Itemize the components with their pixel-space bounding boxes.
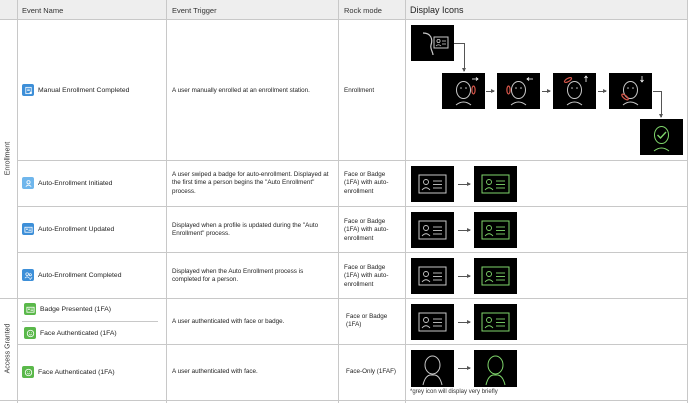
thumb-face-green bbox=[474, 350, 517, 387]
rock-mode: Face or Badge (1FA) bbox=[346, 313, 388, 329]
rock-mode: Face or Badge (1FA) with auto-enrollment bbox=[344, 171, 389, 195]
event-name: Auto-Enrollment Updated bbox=[38, 225, 115, 233]
arrow-down bbox=[464, 43, 465, 71]
badge-icon bbox=[24, 303, 36, 315]
arrow-right bbox=[458, 276, 470, 277]
smiley-icon bbox=[22, 366, 34, 378]
event-trigger: A user authenticated with face. bbox=[172, 368, 258, 375]
rock-mode: Enrollment bbox=[344, 87, 375, 94]
arrow-right bbox=[458, 230, 470, 231]
event-trigger: Displayed when the Auto Enrollment process is completed for a person. bbox=[172, 268, 304, 284]
event-name: Face Authenticated (1FA) bbox=[40, 329, 117, 337]
arrow-right bbox=[458, 368, 470, 369]
people-icon bbox=[22, 269, 34, 281]
header-display-icons: Display Icons bbox=[410, 5, 464, 15]
grid-line bbox=[0, 19, 688, 20]
event-badge-presented bbox=[24, 303, 111, 315]
thumb-badge-grey bbox=[411, 166, 454, 202]
event-trigger: A user manually enrolled at an enrollment station. bbox=[172, 87, 310, 94]
grid-line bbox=[17, 160, 688, 161]
arrow-down bbox=[661, 91, 662, 117]
group-label-access-granted: Access Granted bbox=[4, 323, 12, 374]
arrow-right bbox=[458, 322, 470, 323]
event-trigger: A user swiped a badge for auto-enrollment. Displayed at the first time a person begins the "Auto Enrollment" process. bbox=[172, 171, 329, 195]
header-event-trigger: Event Trigger bbox=[172, 6, 217, 15]
event-trigger: A user authenticated with face or badge. bbox=[172, 318, 285, 325]
event-name: Auto-Enrollment Completed bbox=[38, 271, 122, 279]
grid-line bbox=[166, 0, 167, 403]
thumb-badge-grey bbox=[411, 212, 454, 248]
rock-mode: Face-Only (1FAF) bbox=[346, 368, 397, 375]
arrow-connector bbox=[653, 91, 661, 92]
event-name: Manual Enrollment Completed bbox=[38, 86, 130, 94]
group-label-enrollment: Enrollment bbox=[4, 141, 12, 176]
thumb-badge-green bbox=[474, 258, 517, 294]
thumb-enroll-start bbox=[411, 25, 454, 61]
grid-line bbox=[22, 321, 158, 322]
arrow-right bbox=[598, 91, 606, 92]
smiley-icon bbox=[24, 327, 36, 339]
rock-mode: Face or Badge (1FA) with auto-enrollment bbox=[344, 218, 389, 242]
event-manual-enrollment-completed bbox=[22, 84, 129, 96]
event-auto-enrollment-updated bbox=[22, 223, 114, 235]
arrow-right bbox=[458, 184, 470, 185]
arrow-connector bbox=[454, 43, 464, 44]
thumb-badge-green bbox=[474, 166, 517, 202]
grid-line bbox=[17, 252, 688, 253]
grid-line bbox=[0, 298, 688, 299]
event-name: Face Authenticated (1FA) bbox=[38, 368, 115, 376]
event-name: Auto-Enrollment Initiated bbox=[38, 179, 113, 187]
thumb-face-up bbox=[553, 73, 596, 109]
grid-line bbox=[17, 0, 18, 403]
thumb-face-grey bbox=[411, 350, 454, 387]
thumb-badge-green bbox=[474, 212, 517, 248]
rock-mode: Face or Badge (1FA) with auto-enrollment bbox=[344, 264, 389, 288]
footnote: *grey icon will display very briefly bbox=[410, 389, 498, 395]
thumb-badge-green bbox=[474, 304, 517, 340]
event-trigger: Displayed when a profile is updated during the "Auto Enrollment" process. bbox=[172, 222, 319, 238]
thumb-badge-grey bbox=[411, 258, 454, 294]
event-name: Badge Presented (1FA) bbox=[40, 305, 112, 313]
header-event-name: Event Name bbox=[22, 6, 64, 15]
header-rock-mode: Rock mode bbox=[344, 6, 382, 15]
event-face-authenticated bbox=[22, 366, 115, 378]
person-icon bbox=[22, 177, 34, 189]
event-auto-enrollment-initiated bbox=[22, 177, 112, 189]
grid-line bbox=[17, 344, 688, 345]
thumb-face-left bbox=[497, 73, 540, 109]
grid-line bbox=[17, 206, 688, 207]
thumb-badge-grey bbox=[411, 304, 454, 340]
enrollment-form-icon bbox=[22, 84, 34, 96]
grid-line bbox=[0, 400, 688, 401]
arrow-right bbox=[486, 91, 494, 92]
thumb-face-success bbox=[640, 119, 683, 155]
thumb-face-down bbox=[609, 73, 652, 109]
event-auto-enrollment-completed bbox=[22, 269, 122, 281]
grid-line bbox=[405, 0, 406, 403]
arrow-right bbox=[542, 91, 550, 92]
id-card-icon bbox=[22, 223, 34, 235]
event-face-authenticated bbox=[24, 327, 117, 339]
grid-line bbox=[338, 0, 339, 403]
thumb-face-right bbox=[442, 73, 485, 109]
